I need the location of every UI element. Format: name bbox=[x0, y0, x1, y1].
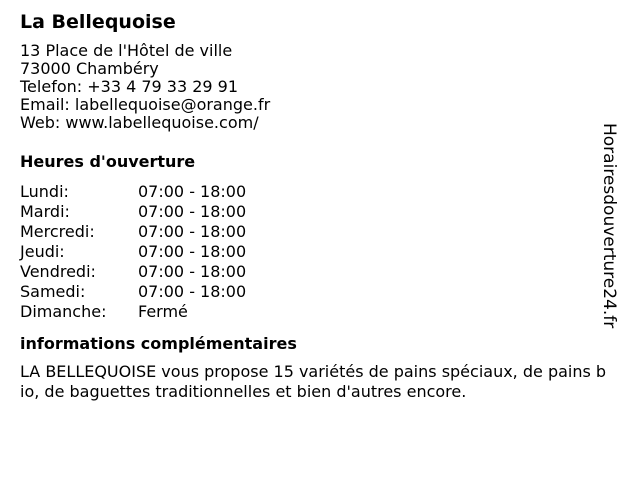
day-label: Samedi: bbox=[20, 282, 86, 301]
time-value: 07:00 - 18:00 bbox=[138, 222, 247, 241]
time-value: 07:00 - 18:00 bbox=[138, 262, 247, 281]
additional-info-heading: informations complémentaires bbox=[20, 334, 297, 353]
day-label: Vendredi: bbox=[20, 262, 96, 281]
phone-line: Telefon: +33 4 79 33 29 91 bbox=[20, 77, 239, 96]
business-name: La Bellequoise bbox=[20, 11, 176, 33]
opening-hours-heading: Heures d'ouverture bbox=[20, 152, 196, 171]
website-line: Web: www.labellequoise.com/ bbox=[20, 113, 259, 132]
time-value: 07:00 - 18:00 bbox=[138, 242, 247, 261]
hours-row-friday bbox=[20, 262, 610, 282]
time-value: 07:00 - 18:00 bbox=[138, 182, 247, 201]
day-label: Jeudi: bbox=[20, 242, 65, 261]
day-label: Dimanche: bbox=[20, 302, 107, 321]
business-card bbox=[20, 10, 610, 402]
address-line-1: 13 Place de l'Hôtel de ville bbox=[20, 41, 233, 60]
hours-row-thursday bbox=[20, 242, 610, 262]
day-label: Mardi: bbox=[20, 202, 70, 221]
hours-row-sunday bbox=[20, 302, 610, 322]
day-label: Mercredi: bbox=[20, 222, 95, 241]
address-line-2: 73000 Chambéry bbox=[20, 59, 159, 78]
opening-hours-table bbox=[20, 182, 610, 322]
time-value: 07:00 - 18:00 bbox=[138, 202, 247, 221]
hours-row-tuesday bbox=[20, 202, 610, 222]
email-line: Email: labellequoise@orange.fr bbox=[20, 95, 271, 114]
day-label: Lundi: bbox=[20, 182, 69, 201]
time-value: 07:00 - 18:00 bbox=[138, 282, 247, 301]
additional-info-text: LA BELLEQUOISE vous propose 15 variétés de pains spéciaux, de pains bio, de baguettes traditionnelles et bien d'autres encore. bbox=[20, 362, 607, 401]
hours-row-monday bbox=[20, 182, 610, 202]
site-watermark bbox=[597, 123, 637, 423]
time-value: Fermé bbox=[138, 302, 188, 321]
hours-row-wednesday bbox=[20, 222, 610, 242]
site-watermark-text: Horairesdouverture24.fr bbox=[599, 123, 619, 329]
hours-row-saturday bbox=[20, 282, 610, 302]
